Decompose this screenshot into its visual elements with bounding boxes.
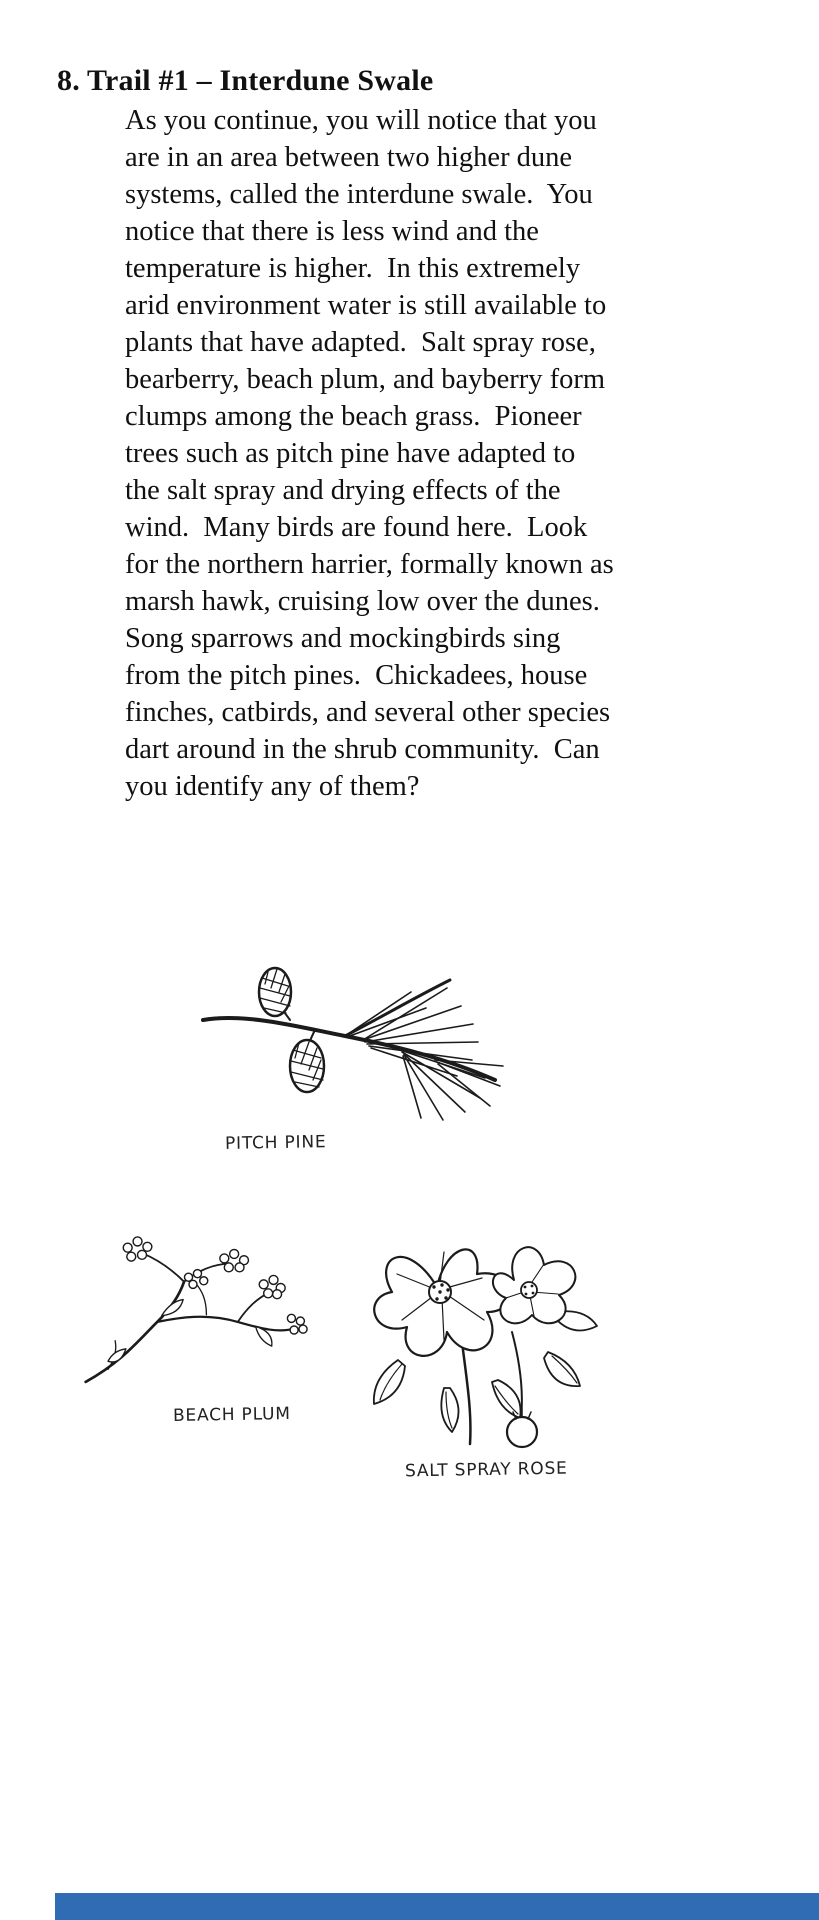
beach-plum-illustration [58, 1228, 328, 1398]
bottom-accent-bar [55, 1893, 819, 1920]
caption-salt-spray-rose: SALT SPRAY ROSE [404, 1458, 568, 1482]
figure-salt-spray-rose [352, 1212, 602, 1457]
figure-beach-plum [58, 1228, 328, 1398]
pitch-pine-illustration [195, 958, 505, 1158]
figure-pitch-pine [195, 958, 505, 1158]
salt-spray-rose-illustration [352, 1212, 602, 1457]
page-heading: 8. Trail #1 – Interdune Swale [57, 64, 434, 97]
caption-pitch-pine: PITCH PINE [224, 1132, 327, 1154]
body-paragraph: As you continue, you will notice that you are in an area between two higher dune systems, called the interdune swale. You notice that there is less wind and the temperature is higher. In this extremely arid environment water is still available to plants that have adapted. Salt spray rose, bearberry, beach plum, and bayberry form clumps among the beach grass. Pioneer trees such as pitch pine have adapted to the salt spray and drying effects of the wind. Many birds are found here. Look for the northern harrier, formally known as marsh hawk, cruising low over the dunes. Song sparrows and mockingbirds sing from the pitch pines. Chickadees, house finches, catbirds, and several other species dart around in the shrub community. Can you identify any of them? [125, 105, 621, 802]
caption-beach-plum: BEACH PLUM [172, 1403, 291, 1427]
